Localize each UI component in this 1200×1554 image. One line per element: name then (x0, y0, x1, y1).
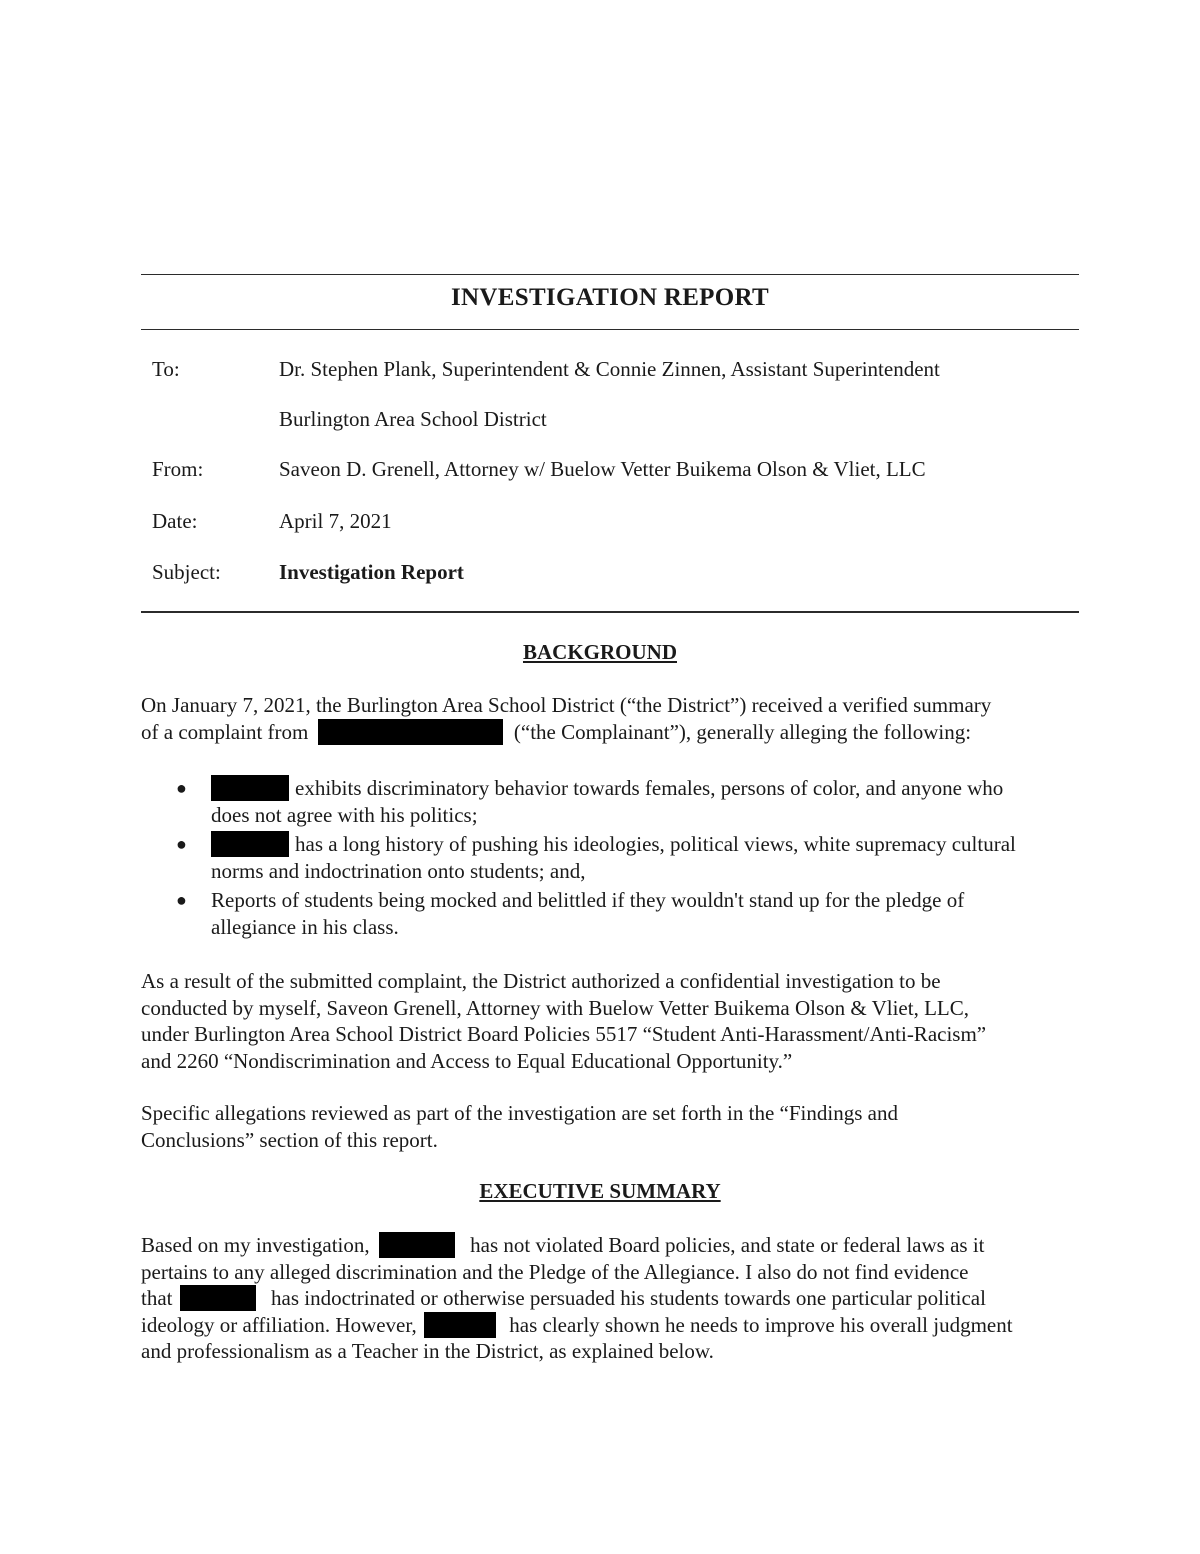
to-value-line2: Burlington Area School District (279, 407, 547, 431)
executive-summary-paragraph: Based on my investigation, has not violated Board policies, and state or federal laws as it pertains to any alleged discrimination and the Pledge of the Allegiance. I also do not find evidence that has indoctrinated or otherwise persuaded his students towards one particular political ideology or affiliation. However, has clearly shown he needs to improve his overall judgment and professionalism as a Teacher in the District, as explained below. (141, 1233, 1013, 1363)
subject-value: Investigation Report (279, 560, 464, 584)
bullet-icon: ● (176, 778, 187, 798)
bullet2-line1: has a long history of pushing his ideologies, political views, white supremacy cultural (295, 832, 1016, 856)
background-paragraph-2: As a result of the submitted complaint, the District authorized a confidential investigation to be conducted by myself, Saveon Grenell, Attorney with Buelow Vetter Buikema Olson & Vliet, LLC, under Burlington Area School District Board Policies 5517 “Student Anti-Harassment/Anti-Racism” and 2260 “Nondiscrimination and Access to Equal Educational Opportunity.” (141, 969, 987, 1073)
bullet1-line1: exhibits discriminatory behavior towards females, persons of color, and anyone who (295, 776, 1004, 800)
bullet2-line2: norms and indoctrination onto students; and, (211, 858, 586, 883)
to-label: To: (152, 357, 180, 381)
redaction-bar (180, 1285, 256, 1311)
to-value-line1: Dr. Stephen Plank, Superintendent & Connie Zinnen, Assistant Superintendent (279, 357, 940, 381)
intro-line-1: On January 7, 2021, the Burlington Area School District (“the District”) received a verified summary (141, 693, 992, 717)
from-value: Saveon D. Grenell, Attorney w/ Buelow Vetter Buikema Olson & Vliet, LLC (279, 457, 926, 481)
intro-line-2-b: (“the Complainant”), generally alleging the following: (513, 719, 972, 744)
list-item (211, 775, 1059, 828)
date-value: April 7, 2021 (279, 509, 392, 533)
intro-line-2-a: of a complaint from (141, 719, 309, 744)
bullet3-line1: Reports of students being mocked and belittled if they wouldn't stand up for the pledge of (211, 888, 965, 912)
bullet3-line2: allegiance in his class. (211, 914, 399, 939)
header-bottom-rule (141, 611, 1079, 613)
background-intro (141, 692, 1059, 745)
executive-summary-heading: EXECUTIVE SUMMARY (479, 1179, 721, 1203)
intro-line-2 (141, 719, 1059, 746)
from-label: From: (152, 457, 204, 481)
redaction-bar (211, 831, 289, 857)
subject-label: Subject: (152, 560, 221, 584)
redaction-bar (318, 719, 503, 745)
date-label: Date: (152, 509, 198, 533)
redaction-bar (379, 1232, 455, 1258)
title-rule (141, 329, 1079, 330)
bullet1-line2: does not agree with his politics; (211, 802, 478, 827)
redaction-bar (424, 1312, 496, 1338)
list-item (211, 831, 1059, 884)
background-paragraph-3: Specific allegations reviewed as part of the investigation are set forth in the “Findings and Conclusions” section of this report. (141, 1101, 898, 1152)
bullet-icon: ● (176, 834, 187, 854)
top-rule (141, 274, 1079, 275)
bullet-icon: ● (176, 890, 187, 910)
background-heading: BACKGROUND (522, 640, 677, 664)
report-title: INVESTIGATION REPORT (451, 284, 769, 311)
list-item (211, 887, 1059, 940)
redaction-bar (211, 775, 289, 801)
